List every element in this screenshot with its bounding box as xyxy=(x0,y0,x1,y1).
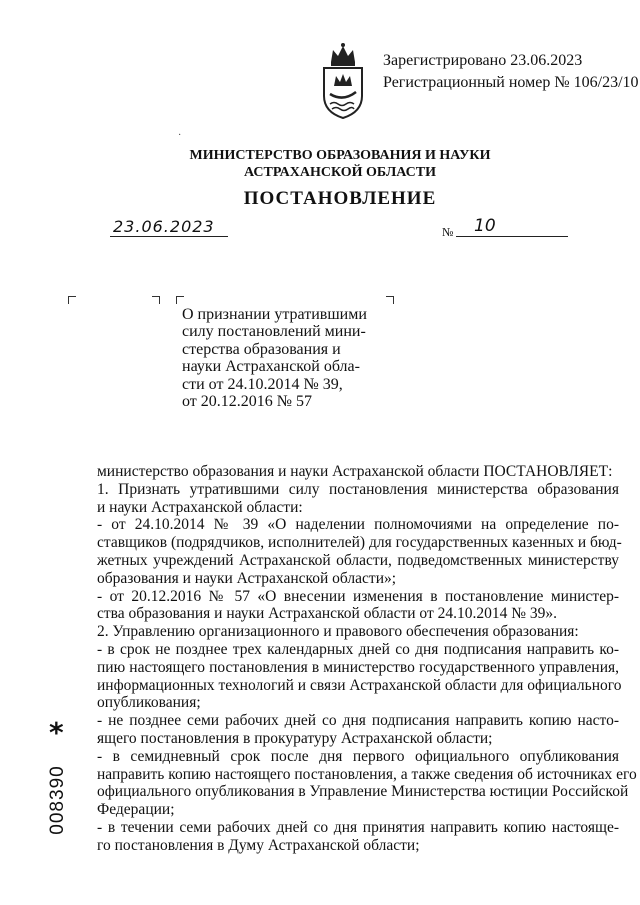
body-line: министерство образования и науки Астраханской области ПОСТАНОВЛЯЕТ: xyxy=(97,463,613,480)
registration-block xyxy=(383,50,639,94)
body-line: 2. Управлению организационного и правового обеспечения образования: xyxy=(97,623,579,641)
coat-of-arms-emblem xyxy=(318,40,368,120)
body-line: - в срок не позднее трех календарных дней со дня подписания направить ко- xyxy=(97,640,619,658)
document-subject xyxy=(182,306,382,410)
registration-number: Регистрационный номер № 106/23/10 xyxy=(383,74,639,91)
subject-line: науки Астраханской обла- xyxy=(182,358,360,376)
body-line: ства образования и науки Астраханской области от 24.10.2014 № 39». xyxy=(97,605,558,623)
subject-line: О признании утратившими xyxy=(182,306,367,323)
ministry-line-2: АСТРАХАНСКОЙ ОБЛАСТИ xyxy=(243,165,436,180)
corner-bracket xyxy=(386,296,394,304)
body-line: опубликования; xyxy=(97,694,201,712)
subject-line: стерства образования и xyxy=(182,340,341,358)
body-line: официального опубликования в Управление Министерства юстиции Российской xyxy=(97,783,629,801)
body-line: го постановления в Думу Астраханской области; xyxy=(97,836,420,854)
body-line: ящего постановления в прокуратуру Астраханской области; xyxy=(97,729,493,747)
body-line: направить копию настоящего постановления, а также сведения об источниках его xyxy=(97,765,637,783)
ministry-line-1: МИНИСТЕРСТВО ОБРАЗОВАНИЯ И НАУКИ xyxy=(189,148,491,163)
stamp-number: 008390 xyxy=(47,765,68,835)
scan-mark: · xyxy=(178,130,182,141)
body-line: - в семидневный срок после дня первого официального опубликования xyxy=(97,747,619,765)
corner-bracket xyxy=(176,296,184,304)
body-line: и науки Астраханской области: xyxy=(97,498,303,516)
body-line: жетных учреждений Астраханской области, подведомственных министерству xyxy=(97,551,619,569)
body-line: Федерации; xyxy=(97,801,175,819)
serial-stamp xyxy=(38,716,78,880)
body-line: образования и науки Астраханской области»; xyxy=(97,569,397,587)
number-label: № xyxy=(442,225,454,239)
registration-date: Зарегистрировано 23.06.2023 xyxy=(383,52,583,69)
document-body xyxy=(97,463,637,855)
subject-line: от 20.12.2016 № 57 xyxy=(182,393,313,411)
document-type-title: ПОСТАНОВЛЕНИЕ xyxy=(243,188,437,209)
corner-bracket xyxy=(152,296,160,304)
document-number: 10 xyxy=(474,216,496,236)
document-date: 23.06.2023 xyxy=(113,217,215,236)
date-underline xyxy=(110,236,228,237)
subject-line: сти от 24.10.2014 № 39, xyxy=(182,375,343,393)
body-line: - в течении семи рабочих дней со дня принятия направить копию настояще- xyxy=(97,818,619,836)
body-line: информационных технологий и связи Астраханской области для официального xyxy=(97,676,622,694)
body-line: - от 24.10.2014 № 39 «О наделении полномочиями на определение по- xyxy=(97,516,619,534)
body-line: пию настоящего постановления в министерство государственного управления, xyxy=(97,658,619,676)
ministry-heading xyxy=(140,147,540,181)
body-line: ставщиков (подрядчиков, исполнителей) для государственных казенных и бюд- xyxy=(97,534,622,552)
stamp-star: * xyxy=(49,716,64,749)
corner-bracket xyxy=(68,296,76,304)
subject-line: силу постановлений мини- xyxy=(182,323,366,341)
number-underline xyxy=(456,236,568,237)
body-line: 1. Признать утратившими силу постановления министерства образования xyxy=(97,480,619,498)
body-line: - от 20.12.2016 № 57 «О внесении изменения в постановление министер- xyxy=(97,587,619,605)
body-line: - не позднее семи рабочих дней со дня подписания направить копию насто- xyxy=(97,712,619,730)
